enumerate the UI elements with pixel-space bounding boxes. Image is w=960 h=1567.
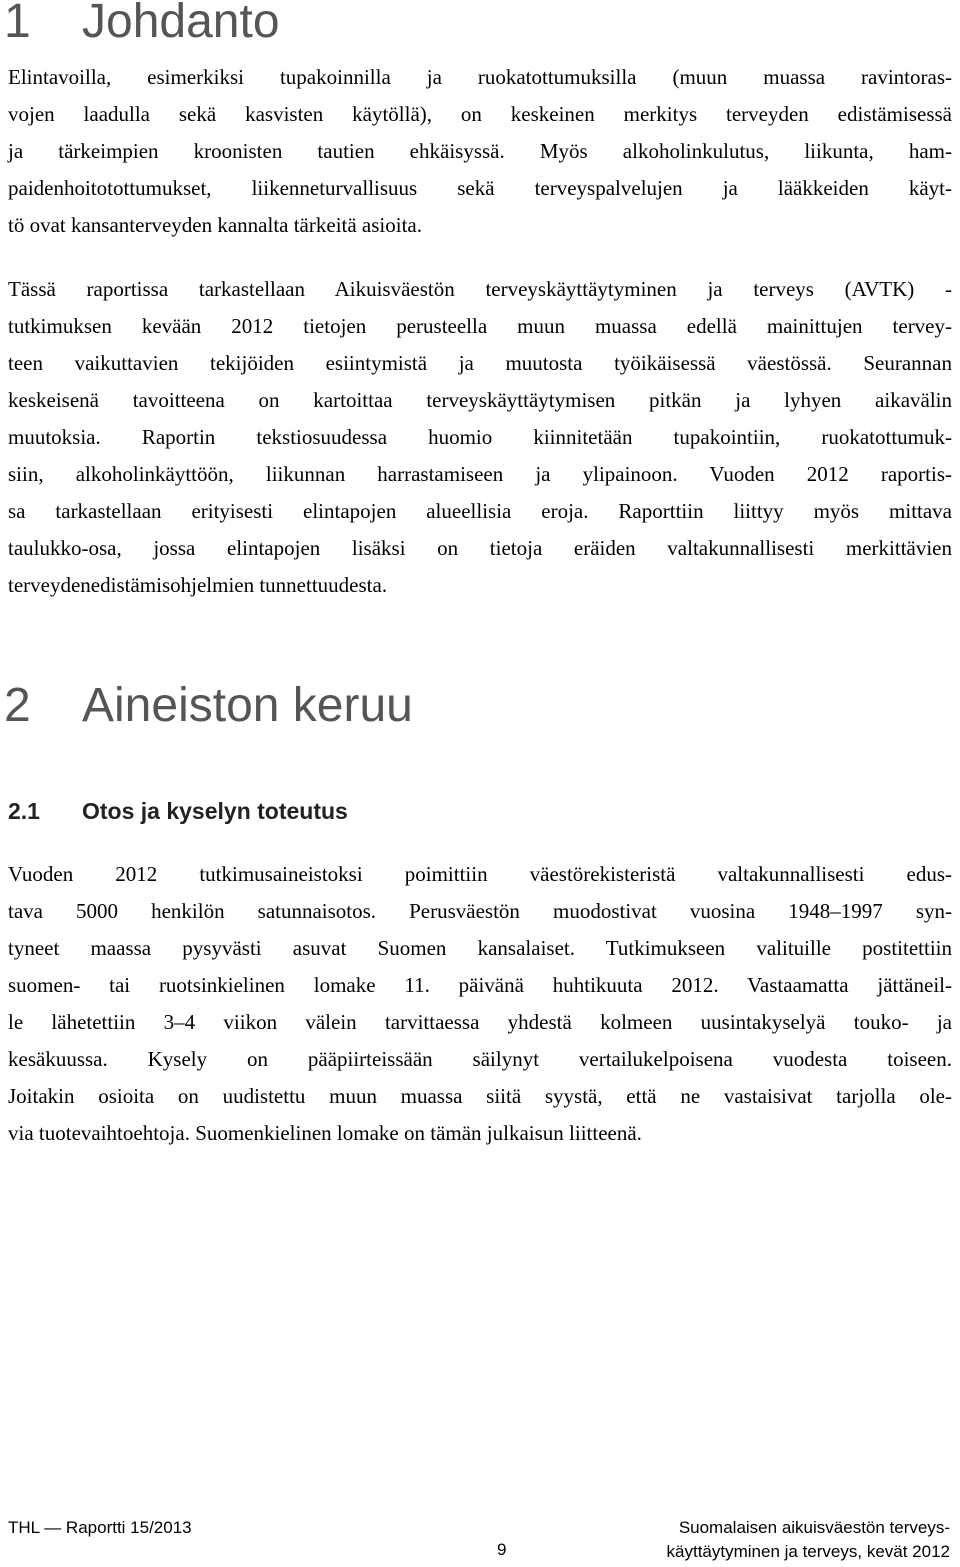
paragraph-line: sa tarkastellaan erityisesti elintapojen alueellisia eroja. Raporttiin liittyy myös mittava [8, 499, 952, 523]
paragraph-line: taulukko-osa, jossa elintapojen lisäksi on tietoja eräiden valtakunnallisesti merkittävien [8, 536, 952, 560]
paragraph-line: tyneet maassa pysyvästi asuvat Suomen kansalaiset. Tutkimukseen valituille postitettiin [8, 936, 952, 960]
paragraph-line: muutoksia. Raportin tekstiosuudessa huomio kiinnitetään tupakointiin, ruokatottumuk- [8, 425, 952, 449]
paragraph-line: kesäkuussa. Kysely on pääpiirteissään säilynyt vertailukelpoisena vuodesta toiseen. [8, 1047, 952, 1071]
paragraph-line: le lähetettiin 3–4 viikon välein tarvittaessa yhdestä kolmeen uusintakyselyä touko- ja [8, 1010, 952, 1034]
footer-publication-title [667, 1516, 950, 1564]
paragraph-line: suomen- tai ruotsinkielinen lomake 11. päivänä huhtikuuta 2012. Vastaamatta jättäneil- [8, 973, 952, 997]
paragraph-line: ja tärkeimpien kroonisten tautien ehkäisyssä. Myös alkoholinkulutus, liikunta, ham- [8, 139, 952, 163]
paragraph-line: terveydenedistämisohjelmien tunnettuudesta. [8, 573, 388, 597]
section-heading-1 [4, 0, 280, 46]
subsection-heading [8, 797, 348, 825]
footer-title-line: käyttäytyminen ja terveys, kevät 2012 [666, 1542, 950, 1561]
section-heading-2 [4, 679, 413, 732]
section-title: Johdanto [82, 0, 280, 48]
paragraph [8, 271, 952, 604]
section-number: 2 [4, 679, 31, 732]
paragraph-line: via tuotevaihtoehtoja. Suomenkielinen lomake on tämän julkaisun liitteenä. [8, 1121, 642, 1145]
subsection-number: 2.1 [8, 798, 40, 824]
paragraph-line: teen vaikuttavien tekijöiden esiintymistä ja muutosta työikäisessä väestössä. Seurannan [8, 351, 952, 375]
subsection-title: Otos ja kyselyn toteutus [82, 798, 348, 824]
section-title: Aineiston keruu [82, 679, 413, 732]
section-number: 1 [4, 0, 31, 48]
paragraph-line: siin, alkoholinkäyttöön, liikunnan harrastamiseen ja ylipainoon. Vuoden 2012 raportis- [8, 462, 952, 486]
footer-title-line: Suomalaisen aikuisväestön terveys- [678, 1518, 950, 1537]
paragraph-line: tutkimuksen kevään 2012 tietojen perusteella muun muassa edellä mainittujen tervey- [8, 314, 952, 338]
paragraph-line: tö ovat kansanterveyden kannalta tärkeitä asioita. [8, 213, 423, 237]
page-number: 9 [497, 1540, 507, 1559]
paragraph-line: vojen laadulla sekä kasvisten käytöllä), on keskeinen merkitys terveyden edistämisessä [8, 102, 952, 126]
paragraph-line: paidenhoitotottumukset, liikenneturvallisuus sekä terveyspalvelujen ja lääkkeiden käyt- [8, 176, 952, 200]
footer-report-label: THL — Raportti 15/2013 [8, 1518, 192, 1537]
paragraph-line: tava 5000 henkilön satunnaisotos. Perusväestön muodostivat vuosina 1948–1997 syn- [8, 899, 952, 923]
paragraph-line: Vuoden 2012 tutkimusaineistoksi poimittiin väestörekisteristä valtakunnallisesti edus- [8, 862, 952, 886]
paragraph-line: keskeisenä tavoitteena on kartoittaa terveyskäyttäytymisen pitkän ja lyhyen aikavälin [8, 388, 952, 412]
paragraph [8, 59, 952, 244]
paragraph-line: Joitakin osioita on uudistettu muun muassa siitä syystä, että ne vastaisivat tarjolla ole- [8, 1084, 952, 1108]
paragraph-line: Tässä raportissa tarkastellaan Aikuisväestön terveyskäyttäytyminen ja terveys (AVTK) - [8, 277, 952, 301]
paragraph-line: Elintavoilla, esimerkiksi tupakoinnilla ja ruokatottumuksilla (muun muassa ravintoras- [8, 65, 952, 89]
paragraph [8, 856, 952, 1152]
